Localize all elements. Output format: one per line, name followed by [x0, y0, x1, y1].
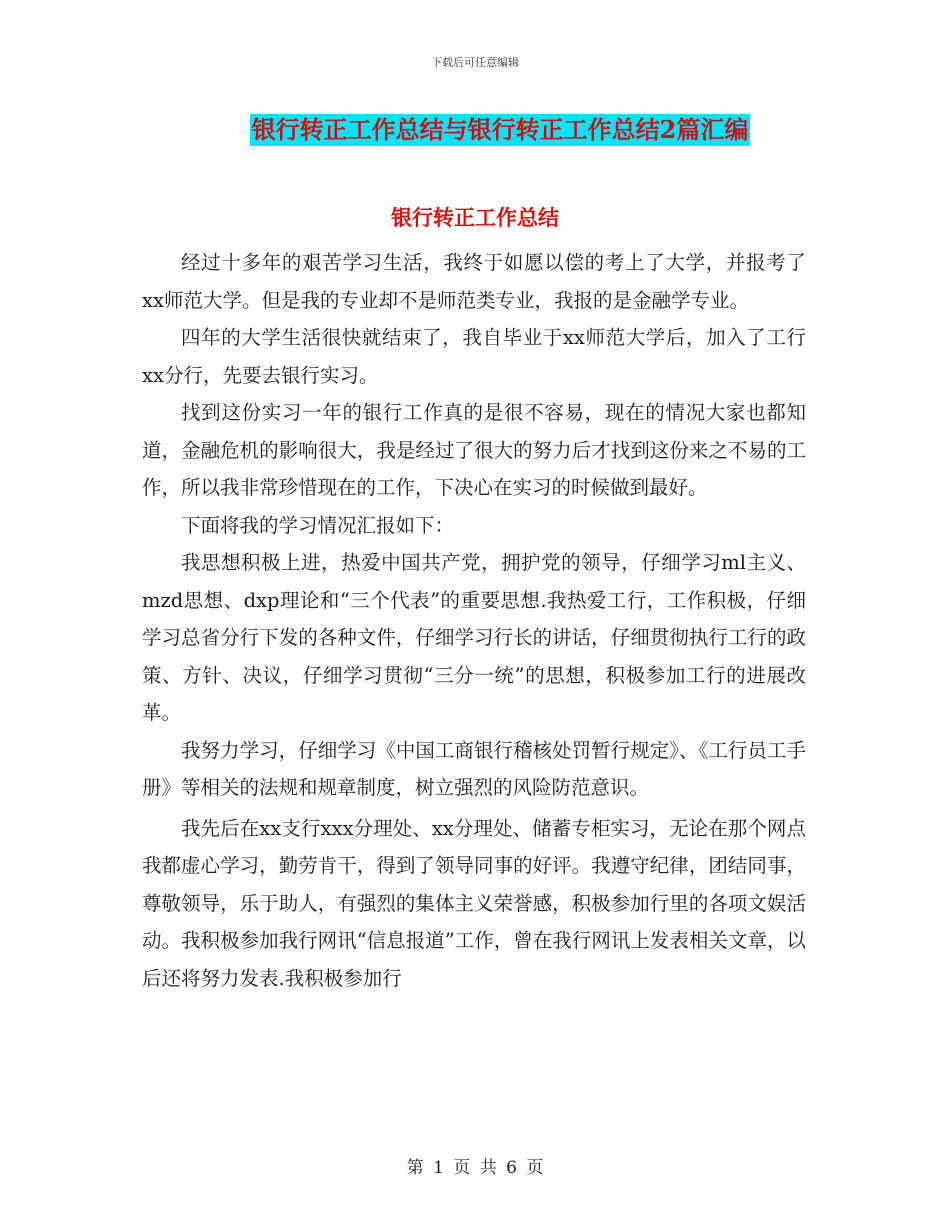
- paragraph: 下面将我的学习情况汇报如下：: [181, 513, 455, 537]
- paragraph: 我思想积极上进，热爱中国共产党，拥护党的领导，仔细学习ml主义、mzd思想、dxp理论和“三个代表”的重要思想.我热爱工行，工作积极，仔细学习总省分行下发的各种文件，仔细学习行长的讲话，仔细贯彻执行工行的政策、方针、决议，仔细学习贯彻“三分一统”的思想，积极参加工行的进展改革。: [142, 551, 806, 724]
- paragraph: 我努力学习，仔细学习《中国工商银行稽核处罚暂行规定》、《工行员工手册》等相关的法规和规章制度，树立强烈的风险防范意识。: [142, 738, 806, 799]
- section-title: [0, 203, 950, 233]
- document-title-text: 银行转正工作总结与银行转正工作总结2篇汇编: [251, 115, 749, 144]
- paragraph: 找到这份实习一年的银行工作真的是很不容易，现在的情况大家也都知道，金融危机的影响很大，我是经过了很大的努力后才找到这份来之不易的工作，所以我非常珍惜现在的工作，下决心在实习的时候做到最好。: [142, 401, 806, 499]
- paragraph: 四年的大学生活很快就结束了，我自毕业于xx师范大学后，加入了工行xx分行，先要去银行实习。: [142, 326, 806, 387]
- paragraph: 经过十多年的艰苦学习生活，我终于如愿以偿的考上了大学，并报考了xx师范大学。但是我的专业却不是师范类专业，我报的是金融学专业。: [142, 251, 806, 312]
- header-note: 下载后可任意编辑: [431, 56, 519, 69]
- page-footer: 第 1 页 共 6 页: [406, 1158, 544, 1178]
- document-body: [142, 244, 806, 997]
- document-title: [0, 114, 950, 148]
- paragraph: 我先后在xx支行xxx分理处、xx分理处、储蓄专柜实习，无论在那个网点我都虚心学习，勤劳肯干，得到了领导同事的好评。我遵守纪律，团结同事，尊敬领导，乐于助人，有强烈的集体主义荣誉感，积极参加行里的各项文娱活动。我积极参加我行网讯“信息报道”工作，曾在我行网讯上发表相关文章，以后还将努力发表.我积极参加行: [142, 816, 806, 990]
- section-title-text: 银行转正工作总结: [391, 205, 559, 230]
